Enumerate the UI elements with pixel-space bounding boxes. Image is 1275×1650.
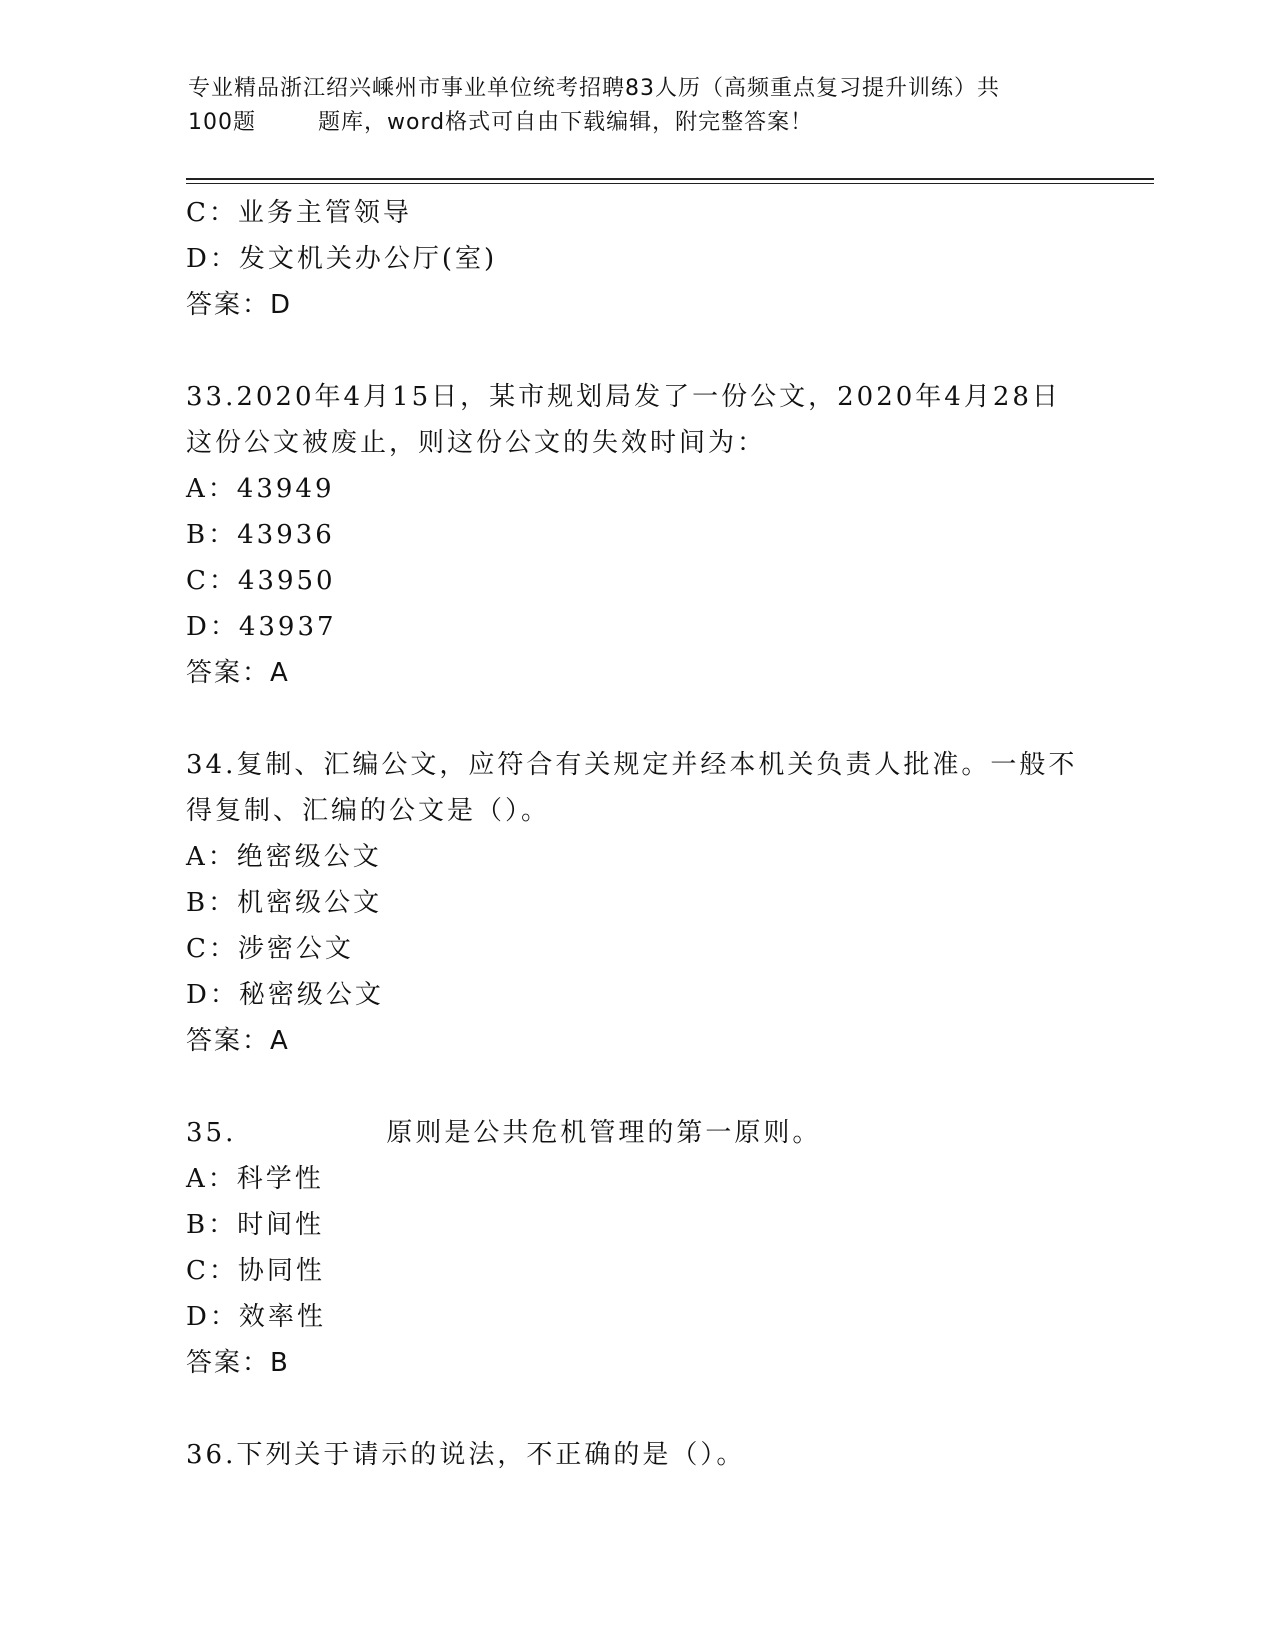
header-divider-thick — [186, 178, 1154, 180]
question-32-tail — [186, 190, 1086, 328]
question-text-line-1 — [186, 1110, 1086, 1156]
header-question-count: 100题 — [188, 110, 256, 135]
question-text: 原则是公共危机管理的第一原则。 — [386, 1118, 822, 1148]
question-text-line-2: 得复制、汇编的公文是（）。 — [186, 796, 551, 826]
spacer — [186, 696, 1086, 742]
question-36 — [186, 1432, 1086, 1478]
page-header — [188, 72, 1088, 140]
option-b: B：时间性 — [186, 1210, 325, 1240]
spacer — [186, 1064, 1086, 1110]
option-d: D：发文机关办公厅(室) — [186, 244, 498, 274]
question-list — [186, 190, 1086, 1478]
header-divider-thin — [186, 183, 1154, 184]
option-c: C：涉密公文 — [186, 934, 354, 964]
option-c: C：43950 — [186, 566, 336, 596]
option-a: A：科学性 — [186, 1164, 324, 1194]
header-title-line-1: 专业精品浙江绍兴嵊州市事业单位统考招聘83人历（高频重点复习提升训练）共 — [188, 76, 1000, 101]
answer: 答案：B — [186, 1348, 290, 1378]
option-d: D：43937 — [186, 612, 337, 642]
spacer — [186, 328, 1086, 374]
header-subtitle: 题库，word格式可自由下载编辑，附完整答案！ — [318, 110, 814, 135]
question-33 — [186, 374, 1086, 696]
option-d: D：效率性 — [186, 1302, 326, 1332]
option-a: A：43949 — [186, 474, 335, 504]
answer: 答案：D — [186, 290, 293, 320]
option-d: D：秘密级公文 — [186, 980, 384, 1010]
answer: 答案：A — [186, 658, 290, 688]
question-text-line-1: 36.下列关于请示的说法，不正确的是（）。 — [186, 1440, 746, 1470]
option-c: C：协同性 — [186, 1256, 325, 1286]
question-text-line-2: 这份公文被废止，则这份公文的失效时间为： — [186, 428, 767, 458]
header-title-line-2 — [188, 106, 1088, 140]
spacer — [186, 1386, 1086, 1432]
answer: 答案：A — [186, 1026, 290, 1056]
option-c: C：业务主管领导 — [186, 198, 412, 228]
question-text-line-1: 33.2020年4月15日，某市规划局发了一份公文，2020年4月28日 — [186, 382, 1061, 412]
question-number: 35. — [186, 1118, 237, 1148]
option-a: A：绝密级公文 — [186, 842, 382, 872]
option-b: B：43936 — [186, 520, 335, 550]
question-35 — [186, 1110, 1086, 1386]
question-text-line-1: 34.复制、汇编公文，应符合有关规定并经本机关负责人批准。一般不 — [186, 750, 1078, 780]
option-b: B：机密级公文 — [186, 888, 383, 918]
question-34 — [186, 742, 1086, 1064]
